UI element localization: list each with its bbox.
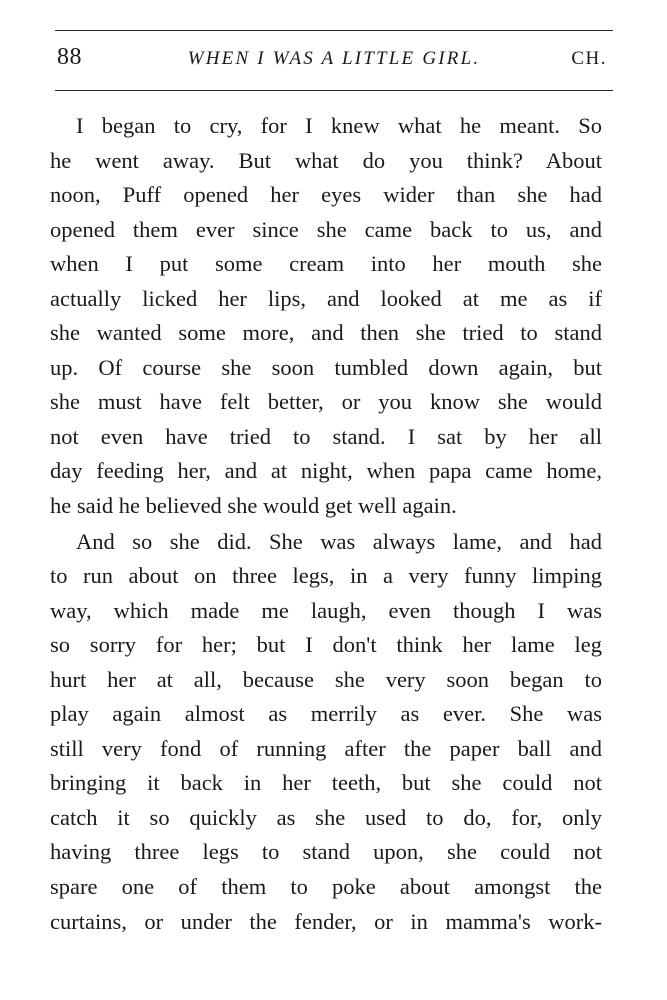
text-line: I began to cry, for I knew what he meant. So [76, 113, 602, 138]
running-title: WHEN I WAS A LITTLE GIRL. [187, 48, 481, 69]
text-line: when I put some cream into her mouth she [50, 251, 602, 277]
running-header [55, 44, 613, 80]
text-line: still very fond of running after the paper ball and [50, 735, 602, 761]
text-line: hurt her at all, because she very soon began to [50, 666, 602, 692]
header-bottom-rule [55, 90, 613, 91]
paragraph-1 [50, 109, 602, 524]
page-number: 88 [57, 44, 82, 70]
text-line: opened them ever since she came back to us, and [50, 216, 602, 242]
text-line: spare one of them to poke about amongst the [50, 874, 602, 900]
text-line: curtains, or under the fender, or in mamma's work- [50, 908, 602, 934]
text-line: up. Of course she soon tumbled down again, but [50, 354, 602, 380]
text-line: bringing it back in her teeth, but she could not [50, 770, 602, 796]
text-line: day feeding her, and at night, when papa came home, [50, 458, 602, 484]
text-line: noon, Puff opened her eyes wider than she had [50, 182, 602, 208]
text-line: she wanted some more, and then she tried to stand [50, 320, 602, 346]
text-line: he said he believed she would get well again. [50, 493, 457, 519]
paragraph-2 [50, 525, 602, 940]
text-line: way, which made me laugh, even though I was [50, 597, 602, 623]
text-line: having three legs to stand upon, she could not [50, 839, 602, 865]
text-line: not even have tried to stand. I sat by her all [50, 423, 602, 449]
text-line: she must have felt better, or you know she would [50, 389, 602, 415]
text-line: so sorry for her; but I don't think her lame leg [50, 632, 602, 658]
text-line: actually licked her lips, and looked at me as if [50, 285, 602, 311]
text-line: he went away. But what do you think? About [50, 147, 602, 173]
text-line: play again almost as merrily as ever. She was [50, 701, 602, 727]
text-line: to run about on three legs, in a very funny limping [50, 563, 602, 589]
body-text [50, 109, 602, 939]
header-top-rule [55, 30, 613, 31]
chapter-abbrev: CH. [571, 48, 607, 69]
text-line: And so she did. She was always lame, and had [76, 528, 602, 554]
text-line: catch it so quickly as she used to do, for, only [50, 804, 602, 830]
